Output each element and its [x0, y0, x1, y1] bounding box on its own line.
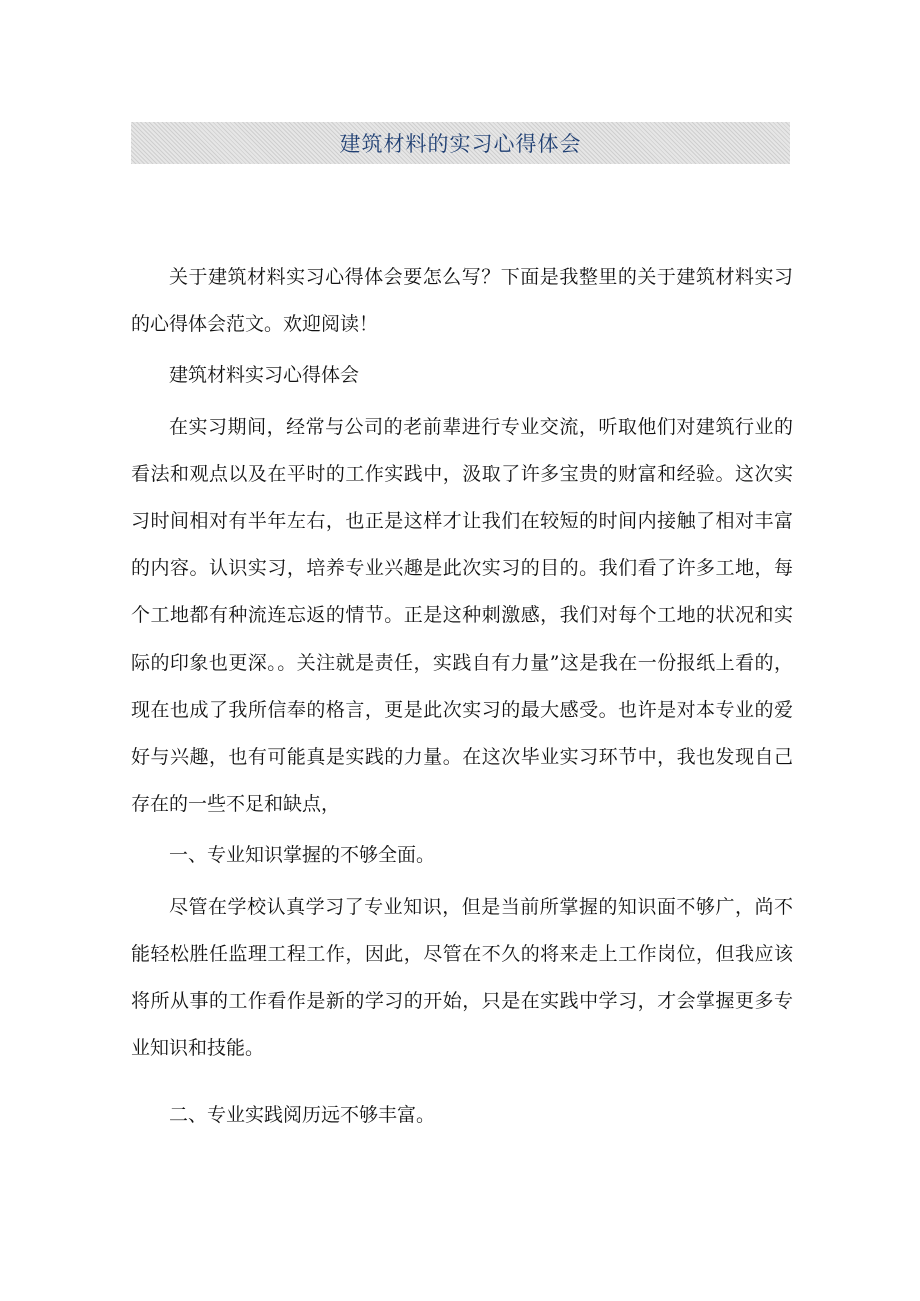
body-paragraph: 在实习期间，经常与公司的老前辈进行专业交流，听取他们对建筑行业的看法和观点以及在平时的工作实践中，汲取了许多宝贵的财富和经验。这次实习时间相对有半年左右，也正是这样才让我们在较短的时间内接触了相对丰富的内容。认识实习，培养专业兴趣是此次实习的目的。我们看了许多工地，每个工地都有种流连忘返的情节。正是这种刺激感，我们对每个工地的状况和实际的印象也更深。。关注就是责任，实践自有力量”这是我在一份报纸上看的，现在也成了我所信奉的格言，更是此次实习的最大感受。也许是对本专业的爱好与兴趣，也有可能真是实践的力量。在这次毕业实习环节中，我也发现自己存在的一些不足和缺点， [131, 415, 793, 816]
section-heading: 建筑材料实习心得体会 [169, 364, 360, 387]
document-title: 建筑材料的实习心得体会 [339, 132, 582, 156]
document-body [131, 254, 793, 1140]
point-heading-2: 二、专业实践阅历远不够丰富。 [169, 1104, 436, 1127]
title-banner [131, 122, 790, 164]
intro-paragraph: 关于建筑材料实习心得体会要怎么写？下面是我整里的关于建筑材料实习的心得体会范文。欢迎阅读！ [131, 266, 793, 336]
point-heading-1: 一、专业知识掌握的不够全面。 [169, 844, 436, 867]
point-paragraph-1: 尽管在学校认真学习了专业知识，但是当前所掌握的知识面不够广，尚不能轻松胜任监理工程工作，因此，尽管在不久的将来走上工作岗位，但我应该将所从事的工作看作是新的学习的开始，只是在实践中学习，才会掌握更多专业知识和技能。 [131, 895, 793, 1060]
